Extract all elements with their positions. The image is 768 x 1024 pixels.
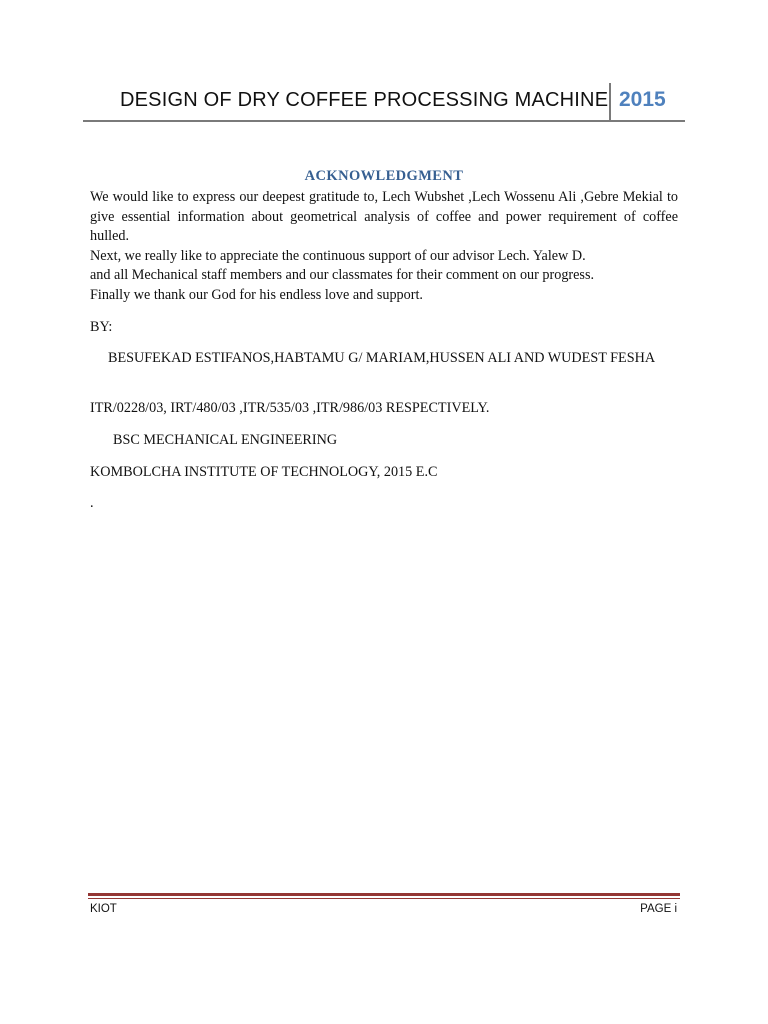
footer-rule-thin	[88, 898, 680, 899]
by-label: BY:	[90, 319, 113, 335]
acknowledgment-paragraph-1: We would like to express our deepest gratitude to, Lech Wubshet ,Lech Wossenu Ali ,Gebre Mekial to give essential information about geometrical analysis of coffee and power requirement of coffee hulled.	[90, 189, 678, 244]
header-divider	[609, 83, 611, 121]
page-number: PAGE i	[640, 903, 677, 915]
acknowledgment-paragraph-2-line-2: and all Mechanical staff members and our classmates for their comment on our progress.	[90, 267, 595, 283]
document-title: DESIGN OF DRY COFFEE PROCESSING MACHINE	[120, 89, 609, 111]
trailing-dot: .	[90, 495, 94, 511]
institute-name: KOMBOLCHA INSTITUTE OF TECHNOLOGY, 2015 E.C	[90, 464, 438, 480]
acknowledgment-paragraph-2-line-1: Next, we really like to appreciate the continuous support of our advisor Lech. Yalew D.	[90, 248, 586, 264]
authors-list: BESUFEKAD ESTIFANOS,HABTAMU G/ MARIAM,HUSSEN ALI AND WUDEST FESHA	[108, 350, 656, 366]
footer-rule-thick	[88, 893, 680, 896]
student-ids: ITR/0228/03, IRT/480/03 ,ITR/535/03 ,ITR/986/03 RESPECTIVELY.	[90, 400, 490, 416]
header-rule	[83, 120, 685, 122]
footer-left-text: KIOT	[90, 903, 117, 915]
acknowledgment-heading: ACKNOWLEDGMENT	[304, 168, 464, 184]
acknowledgment-paragraph-3: Finally we thank our God for his endless love and support.	[90, 287, 423, 303]
header-year: 2015	[619, 88, 666, 111]
program-name: BSC MECHANICAL ENGINEERING	[113, 432, 338, 448]
